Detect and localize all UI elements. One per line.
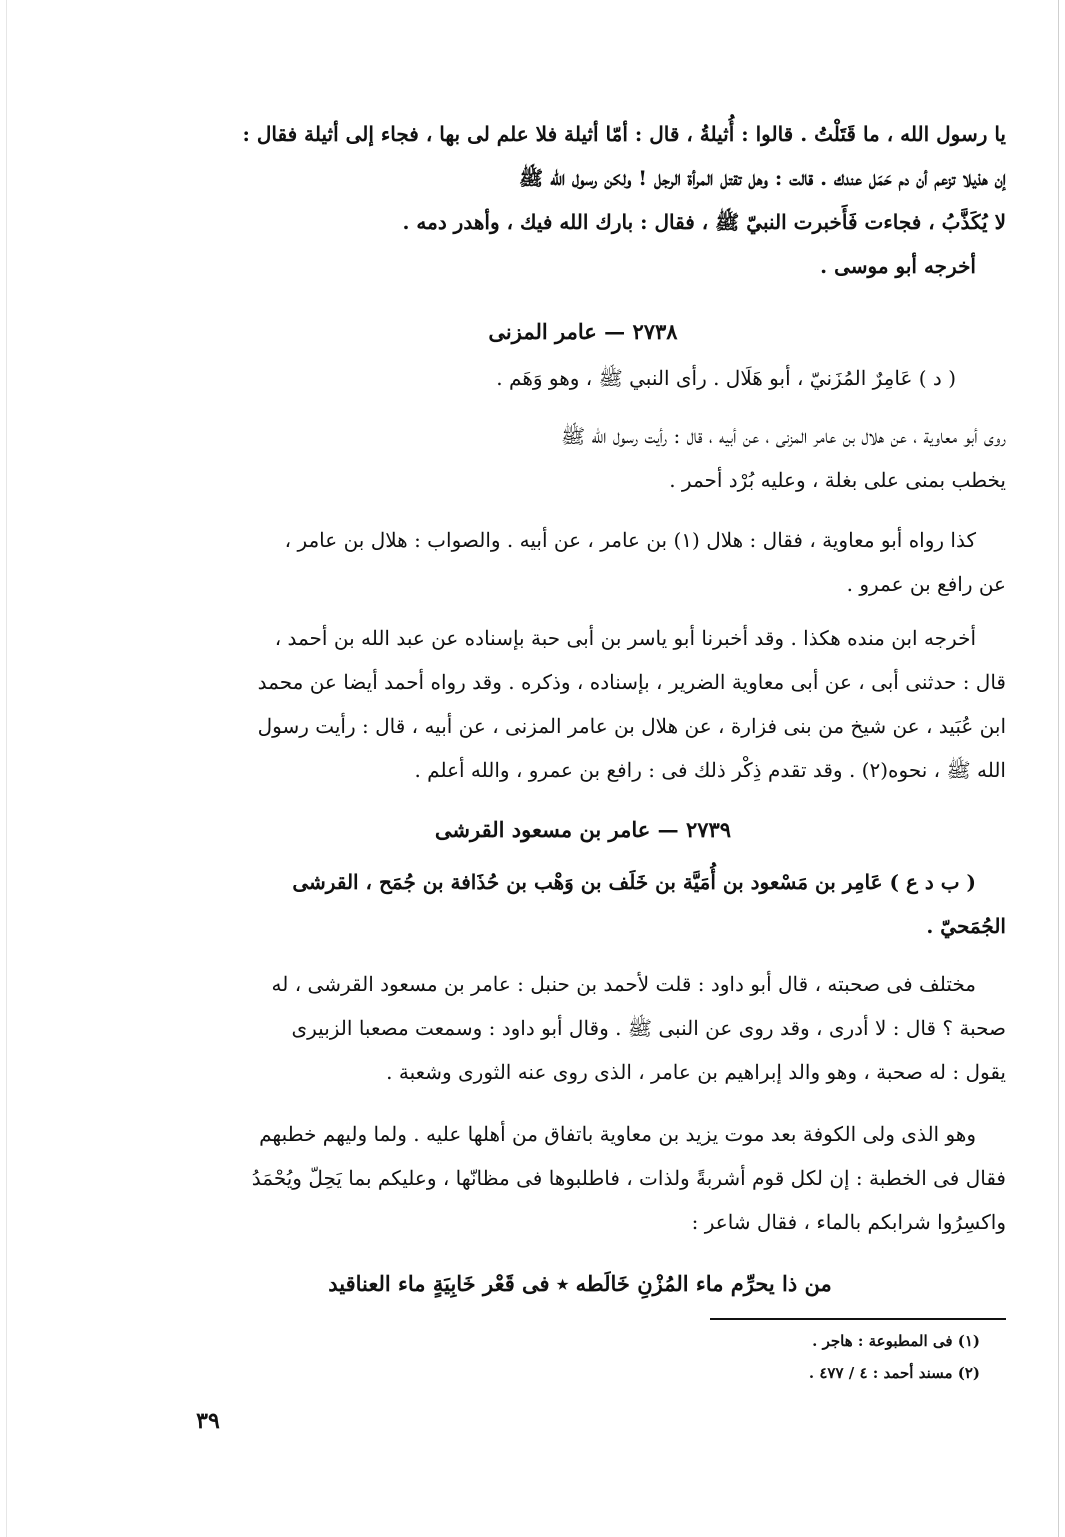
text-line: عن رافع بن عمرو . xyxy=(846,572,1006,596)
text-line: لا يُكَذَّبُ ، فجاءت فَأَخبرت النبيّ ﷺ ، فقال : بارك الله فيك ، وأهدر دمه . xyxy=(402,210,1006,234)
poetry-verse: من ذا يحرِّم ماء المُزْنِ خَالَطه ٭ فى قَعْر خَابِيَةٍ ماء العناقيد xyxy=(328,1271,832,1296)
scan-edge-right xyxy=(1058,0,1059,1537)
footnote: (٢) مسند أحمد : ٤ / ٤٧٧ . xyxy=(808,1364,980,1382)
text-line: يا رسول الله ، ما قَتَلْتُ . قالوا : أُثيلةُ ، قال : أمّا أثيلة فلا علم لى بها ، فجاء إلى أثيلة فقال : xyxy=(242,122,1006,146)
entry-paragraph xyxy=(160,518,1006,606)
text-line: الله ﷺ ، نحوه(٢) . وقد تقدم ذِكْر ذلك فى : رافع بن عمرو ، والله أعلم . xyxy=(414,758,1006,782)
entry-intro xyxy=(160,356,1006,400)
text-line: أخرجه ابن منده هكذا . وقد أخبرنا أبو ياسر بن أبى حبة بإسناده عن عبد الله بن أحمد ، xyxy=(274,626,976,650)
text-line: يخطب بمنى على بغلة ، وعليه بُرْد أحمر . xyxy=(669,468,1006,492)
text-line: ابن عُبَيد ، عن شيخ من بنى فزارة ، عن هلال بن عامر المزنى ، عن أبيه ، قال : رأيت رسول xyxy=(257,714,1006,738)
text-line: الجُمَحيّ . xyxy=(926,914,1006,938)
entry-intro xyxy=(160,860,1006,948)
entry-heading: ٢٧٣٩ — عامر بن مسعود القرشى xyxy=(434,817,732,842)
entry-paragraph xyxy=(160,962,1006,1094)
text-line: واكسِرُوا شرابكم بالماء ، فقال شاعر : xyxy=(691,1210,1006,1234)
text-line: إن هذيلا تزعم أن دم حَمَل عندك . قالت : وهل تقتل المرأة الرجل ! ولكن رسول الله ﷺ xyxy=(518,166,1006,190)
entry-paragraph xyxy=(160,616,1006,792)
text-line: ( د ) عَامِرٌ المُزَنيّ ، أبو هَلَال . رأى النبي ﷺ ، وهو وَهَم . xyxy=(496,366,956,390)
page-number: ٣٩ xyxy=(196,1408,220,1434)
entry-paragraph xyxy=(160,414,1006,502)
entry-paragraph xyxy=(160,1112,1006,1244)
text-line: وهو الذى ولى الكوفة بعد موت يزيد بن معاوية باتفاق من أهلها عليه . ولما وليهم خطبهم xyxy=(259,1122,976,1146)
entry-heading: ٢٧٣٨ — عامر المزنى xyxy=(488,319,678,344)
paragraph-opening xyxy=(160,112,1006,288)
text-line: روى أبو معاوية ، عن هلال بن عامر المزنى ، عن أبيه ، قال : رأيت رسول الله ﷺ xyxy=(561,424,1006,448)
source-line: أخرجه أبو موسى . xyxy=(820,254,976,278)
text-line: ( ب د ع ) عَامِر بن مَسْعود بن أُمَيَّة بن خَلَف بن وَهْب بن حُذَافة بن جُمَح ، القرشى xyxy=(292,870,976,894)
scan-edge-left xyxy=(6,0,7,1537)
footnote-divider xyxy=(710,1318,1006,1320)
text-line: يقول : له صحبة ، وهو والد إبراهيم بن عامر ، الذى روى عنه الثورى وشعبة . xyxy=(386,1060,1006,1084)
footnote: (١) فى المطبوعة : هاجر . xyxy=(812,1332,980,1350)
text-line: قال : حدثنى أبى ، عن أبى معاوية الضرير ، بإسناده ، وذكره . وقد رواه أحمد أيضا عن محمد xyxy=(257,670,1006,694)
text-line: صحبة ؟ قال : لا أدرى ، وقد روى عن النبى ﷺ . وقال أبو داود : وسمعت مصعبا الزبيرى xyxy=(291,1016,1006,1040)
text-line: فقال فى الخطبة : إن لكل قوم أشربةً ولذات ، فاطلبوها فى مظانّها ، وعليكم بما يَحِلّ ويُحْمَدُ xyxy=(251,1166,1006,1190)
text-line: كذا رواه أبو معاوية ، فقال : هلال (١) بن عامر ، عن أبيه . والصواب : هلال بن عامر ، xyxy=(284,528,976,552)
text-line: مختلف فى صحبته ، قال أبو داود : قلت لأحمد بن حنبل : عامر بن مسعود القرشى ، له xyxy=(271,972,976,996)
